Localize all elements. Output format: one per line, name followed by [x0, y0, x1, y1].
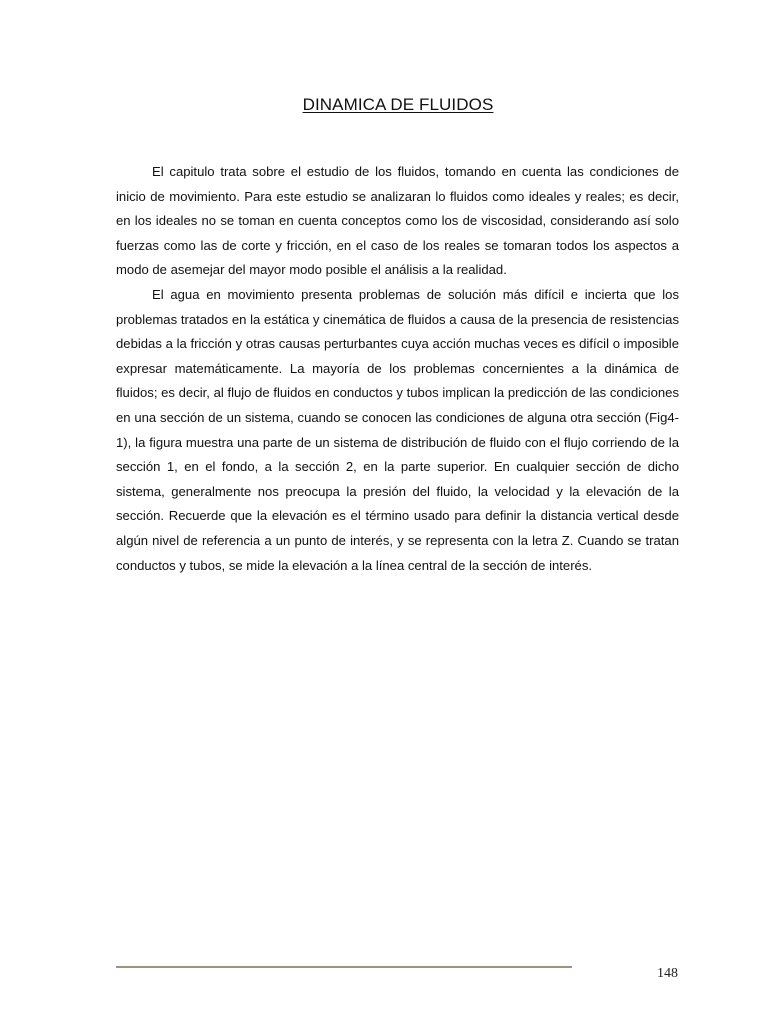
paragraph-1: El capitulo trata sobre el estudio de los fluidos, tomando en cuenta las condiciones de inicio de movimiento. Para este estudio se analizaran lo fluidos como ideales y reales; es decir, en los ideales no se toman en cuenta conceptos como los de viscosidad, considerando así solo fuerzas como las de corte y fricción, en el caso de los reales se tomaran todos los aspectos a modo de asemejar del mayor modo posible el análisis a la realidad.	[116, 164, 679, 278]
paragraph-2: El agua en movimiento presenta problemas de solución más difícil e incierta que los problemas tratados en la estática y cinemática de fluidos a causa de la presencia de resistencias debidas a la fricción y otras causas perturbantes cuya acción muchas veces es difícil o imposible expresar matemáticamente. La mayoría de los problemas concernientes a la dinámica de fluidos; es decir, al flujo de fluidos en conductos y tubos implican la predicción de las condiciones en una sección de un sistema, cuando se conocen las condiciones de alguna otra sección (Fig4-1), la figura muestra una parte de un sistema de distribución de fluido con el flujo corriendo de la sección 1, en el fondo, a la sección 2, en la parte superior. En cualquier sección de dicho sistema, generalmente nos preocupa la presión del fluido, la velocidad y la elevación de la sección. Recuerde que la elevación es el término usado para definir la distancia vertical desde algún nivel de referencia a un punto de interés, y se representa con la letra Z. Cuando se tratan conductos y tubos, se mide la elevación a la línea central de la sección de interés.	[116, 286, 679, 573]
body-text	[116, 160, 679, 578]
page-title: DINAMICA DE FLUIDOS	[302, 95, 494, 114]
page-number: 148	[657, 966, 678, 981]
footer-divider	[116, 966, 572, 968]
